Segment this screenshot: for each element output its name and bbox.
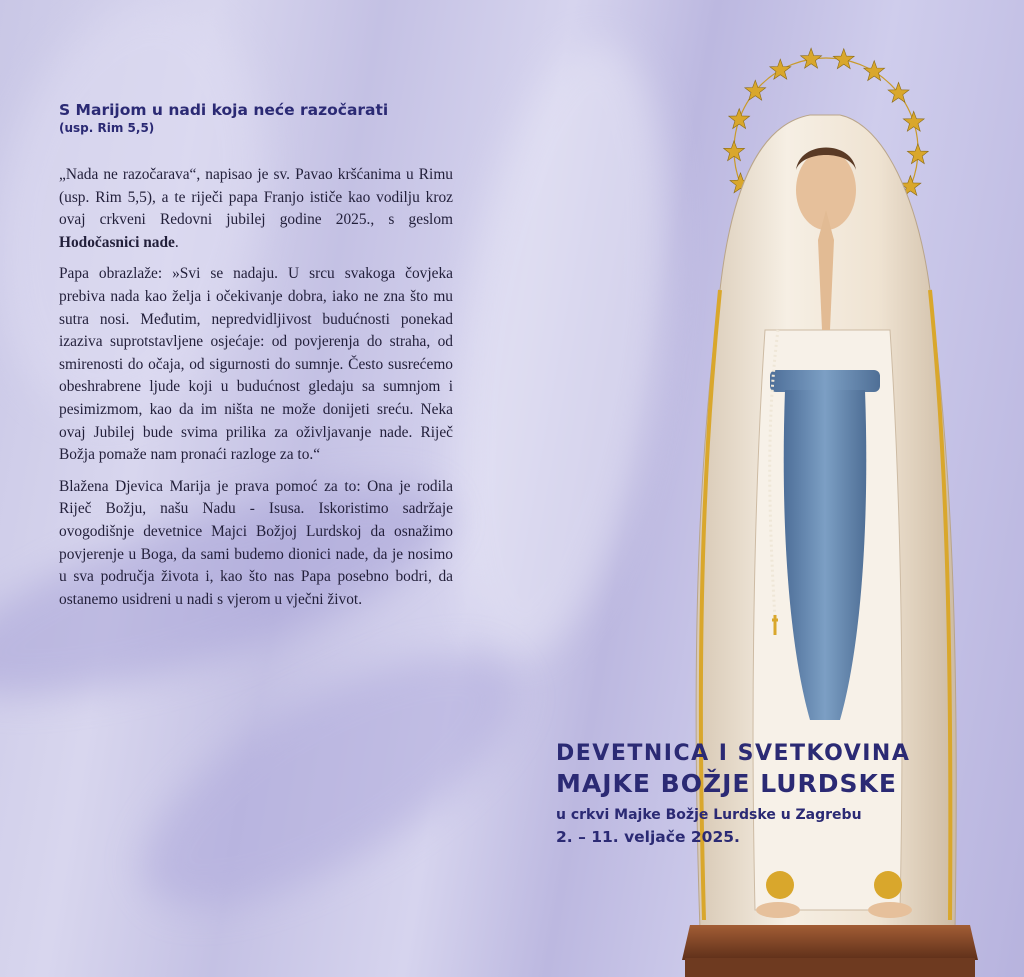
halo-star-icon [903, 111, 924, 131]
left-page-text [59, 100, 453, 620]
halo-star-icon [833, 49, 854, 69]
halo-star-icon [864, 61, 885, 81]
cover-title-line-2: MAJKE BOŽJE LURDSKE [556, 769, 897, 798]
motto: Hodočasnici nade [59, 233, 175, 251]
page-heading: S Marijom u nadi koja neće razočarati [59, 101, 389, 119]
paragraph-1 [59, 164, 453, 254]
cover-title-line-1: DEVETNICA I SVETKOVINA [556, 741, 911, 766]
cover-dates: 2. – 11. veljače 2025. [556, 828, 740, 846]
cover-title-block [556, 740, 956, 848]
halo-star-icon [729, 109, 750, 129]
cover-location: u crkvi Majke Božje Lurdske u Zagrebu [556, 807, 862, 823]
page-subheading: (usp. Rim 5,5) [59, 121, 155, 135]
paragraph-1-end: . [174, 233, 179, 251]
paragraph-3: Blažena Djevica Marija je prava pomoć za to: Ona je rodila Riječ Božju, našu Nadu - Isusa. Iskoristimo sadržaje ovogodišnje devetnice Majci Božjoj Lurdskoj da osnažimo povjerenje u Boga, da sami budemo dionici nade, da je nosimo u sva područja života i, kao što nas Papa posebno bodri, da ostanemo usidreni u nadi s vjerom u vječni život. [59, 477, 453, 608]
halo-star-icon [801, 48, 822, 68]
paragraph-2: Papa obrazlaže: »Svi se nadaju. U srcu svakoga čovjeka prebiva nada kao želja i očekivanje dobra, iako ne zna što mu sutra nosi. Međutim, nepredvidljivost budućnosti ponekad izaziva suprotstavljene osjećaje: od povjerenja do straha, od smirenosti do očaja, od sigurnosti do sumnje. Često susrećemo obeshrabrene ljude koji u budućnost gledaju sa sumnjom i pesimizmom, kao da im ništa ne može donijeti sreću. Neka ovaj Jubilej bude svima prilika za oživljavanje nade. Riječ Božja pomaže nam pronaći razloge za to.“ [59, 265, 453, 464]
paragraph-1-text: „Nada ne razočarava“, napisao je sv. Pavao kršćanima u Rimu (usp. Rim 5,5), a te riječi papa Franjo ističe kao vodilju kroz ovaj crkveni Redovni jubilej godine 2025., s geslom [59, 166, 453, 229]
halo-star-icon [770, 59, 791, 79]
